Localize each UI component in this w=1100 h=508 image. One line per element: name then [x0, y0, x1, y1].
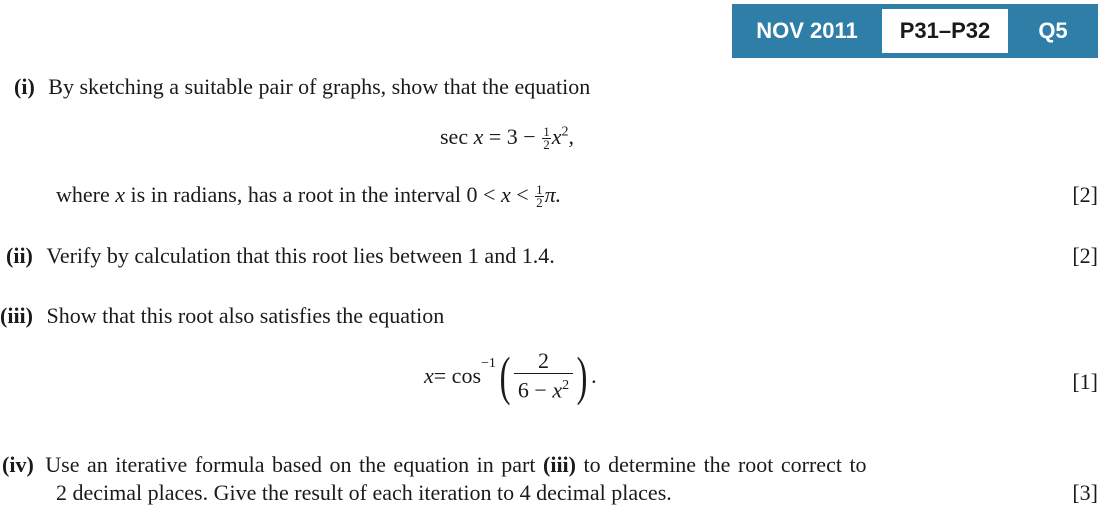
variable-x: x: [424, 363, 434, 388]
part-ii-label: (ii): [6, 243, 33, 268]
part-ii-prompt: [6, 243, 555, 269]
part-iii-equation: [424, 344, 597, 408]
cos-function: = cos: [433, 363, 481, 388]
equation-operator: = 3 −: [483, 124, 542, 149]
part-iv-text-line-2: 2 decimal places. Give the result of each iteration to 4 decimal places.: [56, 480, 672, 505]
variable-x: x: [551, 124, 562, 149]
part-i-prompt: [14, 74, 590, 100]
exponent: 2: [561, 124, 569, 140]
part-iii-prompt: [0, 303, 444, 329]
right-paren: ): [576, 346, 588, 406]
question-reference-tag: [732, 4, 1098, 58]
part-i-equation: [440, 124, 574, 151]
inverse-exponent: −1: [481, 356, 496, 371]
part-ii-text: Verify by calculation that this root lies between 1 and 1.4.: [46, 243, 555, 268]
part-ii-marks: [2]: [1072, 243, 1098, 268]
part-iii-label: (iii): [0, 303, 33, 328]
punctuation: ,: [568, 124, 574, 149]
part-iv-prompt: [2, 452, 1098, 478]
part-i-marks: [2]: [1072, 182, 1098, 207]
fraction-half: $\frac{1}{2}$: [543, 124, 550, 153]
variable-x: x: [473, 124, 484, 149]
session-label: NOV 2011: [756, 18, 858, 43]
punctuation: .: [591, 363, 597, 388]
part-iv-label: (iv): [2, 452, 34, 477]
left-paren: (: [499, 346, 511, 406]
part-i-label: (i): [14, 74, 35, 99]
part-i-text: By sketching a suitable pair of graphs, show that the equation: [48, 74, 591, 99]
sec-function: sec: [440, 124, 469, 149]
part-iv-text-line-1: Use an iterative formula based on the equation in part (iii) to determine the root correct to: [45, 452, 867, 477]
fraction-half: $\frac{1}{2}$: [536, 182, 543, 211]
part-i-interval-text: where x is in radians, has a root in the interval 0 < x < $\frac{1}{2}$ π.: [56, 182, 562, 211]
part-iv-marks: [3]: [1072, 480, 1098, 505]
question-number: Q5: [1038, 18, 1068, 43]
part-iii-marks: [1]: [1072, 369, 1098, 394]
paper-label: P31–P32: [882, 9, 1008, 53]
part-iii-text: Show that this root also satisfies the equation: [46, 303, 445, 328]
fraction: $\frac{2}{6 - x^2}$: [514, 349, 573, 402]
